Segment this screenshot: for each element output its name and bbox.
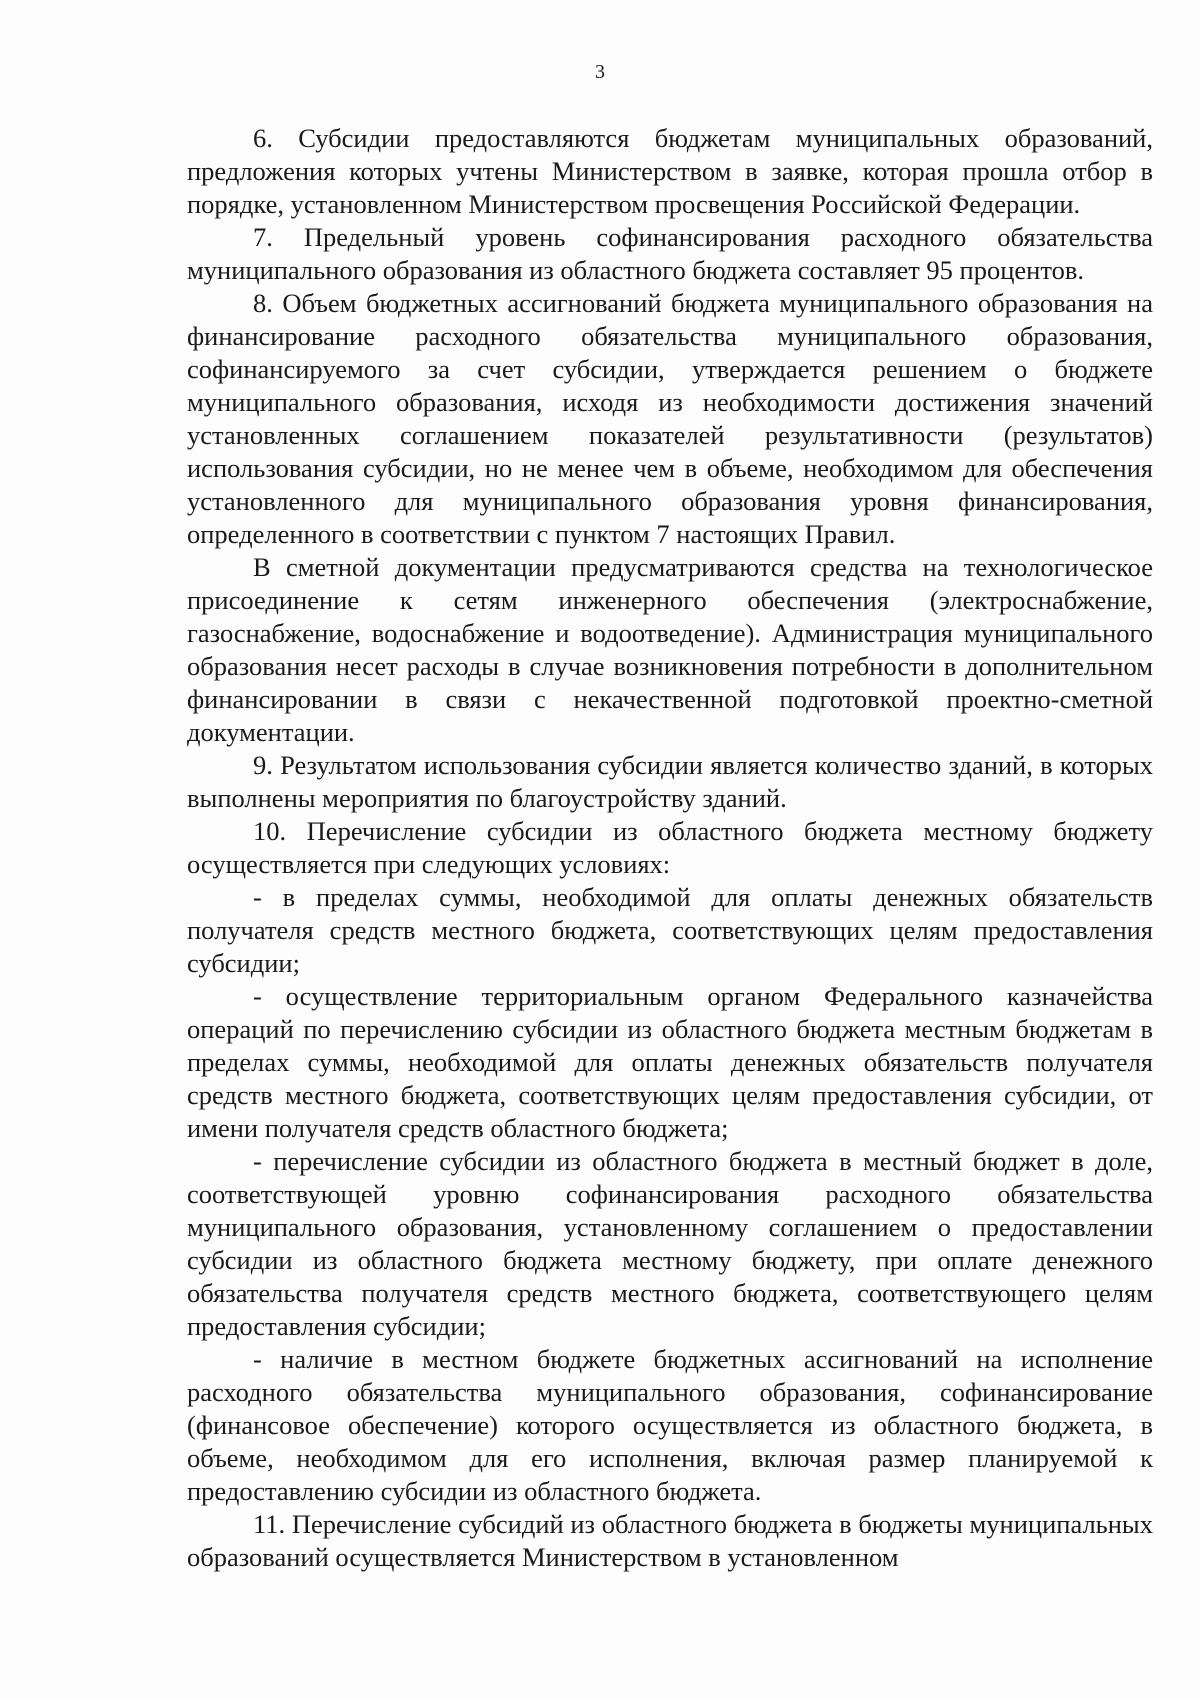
paragraph-8-estimate: В сметной документации предусматриваются средства на технологическое присоединение к сетям инженерного обеспечения (электроснабжение, газоснабжение, водоснабжение и водоотведение). Администрация муниципального образования несет расходы в случае возникновения потребности в дополнительном финансировании в связи с некачественной подготовкой проектно-сметной документации. <box>187 552 1153 747</box>
paragraph-9: 9. Результатом использования субсидии является количество зданий, в которых выполнены мероприятия по благоустройству зданий. <box>187 750 1153 813</box>
paragraph-6: 6. Субсидии предоставляются бюджетам муниципальных образований, предложения которых учтены Министерством в заявке, которая прошла отбор в порядке, установленном Министерством просвещения Российской Федерации. <box>187 123 1153 219</box>
page-number: 3 <box>595 61 605 83</box>
paragraph-11: 11. Перечисление субсидий из областного бюджета в бюджеты муниципальных образований осуществляется Министерством в установленном <box>187 1509 1153 1572</box>
paragraph-8: 8. Объем бюджетных ассигнований бюджета муниципального образования на финансирование расходного обязательства муниципального образования, софинансируемого за счет субсидии, утверждается решением о бюджете муниципального образования, исходя из необходимости достижения значений установленных соглашением показателей результативности (результатов) использования субсидии, но не менее чем в объеме, необходимом для обеспечения установленного для муниципального образования уровня финансирования, определенного в соответствии с пунктом 7 настоящих Правил. <box>187 288 1153 549</box>
document-body <box>187 122 1153 1574</box>
condition-item-3: - перечисление субсидии из областного бюджета в местный бюджет в доле, соответствующей уровню софинансирования расходного обязательства муниципального образования, установленному соглашением о предоставлении субсидии из областного бюджета местному бюджету, при оплате денежного обязательства получателя средств местного бюджета, соответствующего целям предоставления субсидии; <box>187 1146 1153 1341</box>
paragraph-7: 7. Предельный уровень софинансирования расходного обязательства муниципального образования из областного бюджета составляет 95 процентов. <box>187 222 1153 285</box>
paragraph-10: 10. Перечисление субсидии из областного бюджета местному бюджету осуществляется при следующих условиях: <box>187 816 1153 879</box>
condition-item-1: - в пределах суммы, необходимой для оплаты денежных обязательств получателя средств местного бюджета, соответствующих целям предоставления субсидии; <box>187 882 1153 978</box>
condition-item-2: - осуществление территориальным органом Федерального казначейства операций по перечислению субсидии из областного бюджета местным бюджетам в пределах суммы, необходимой для оплаты денежных обязательств получателя средств местного бюджета, соответствующих целям предоставления субсидии, от имени получателя средств областного бюджета; <box>187 981 1153 1143</box>
condition-item-4: - наличие в местном бюджете бюджетных ассигнований на исполнение расходного обязательства муниципального образования, софинансирование (финансовое обеспечение) которого осуществляется из областного бюджета, в объеме, необходимом для его исполнения, включая размер планируемой к предоставлению субсидии из областного бюджета. <box>187 1344 1153 1506</box>
